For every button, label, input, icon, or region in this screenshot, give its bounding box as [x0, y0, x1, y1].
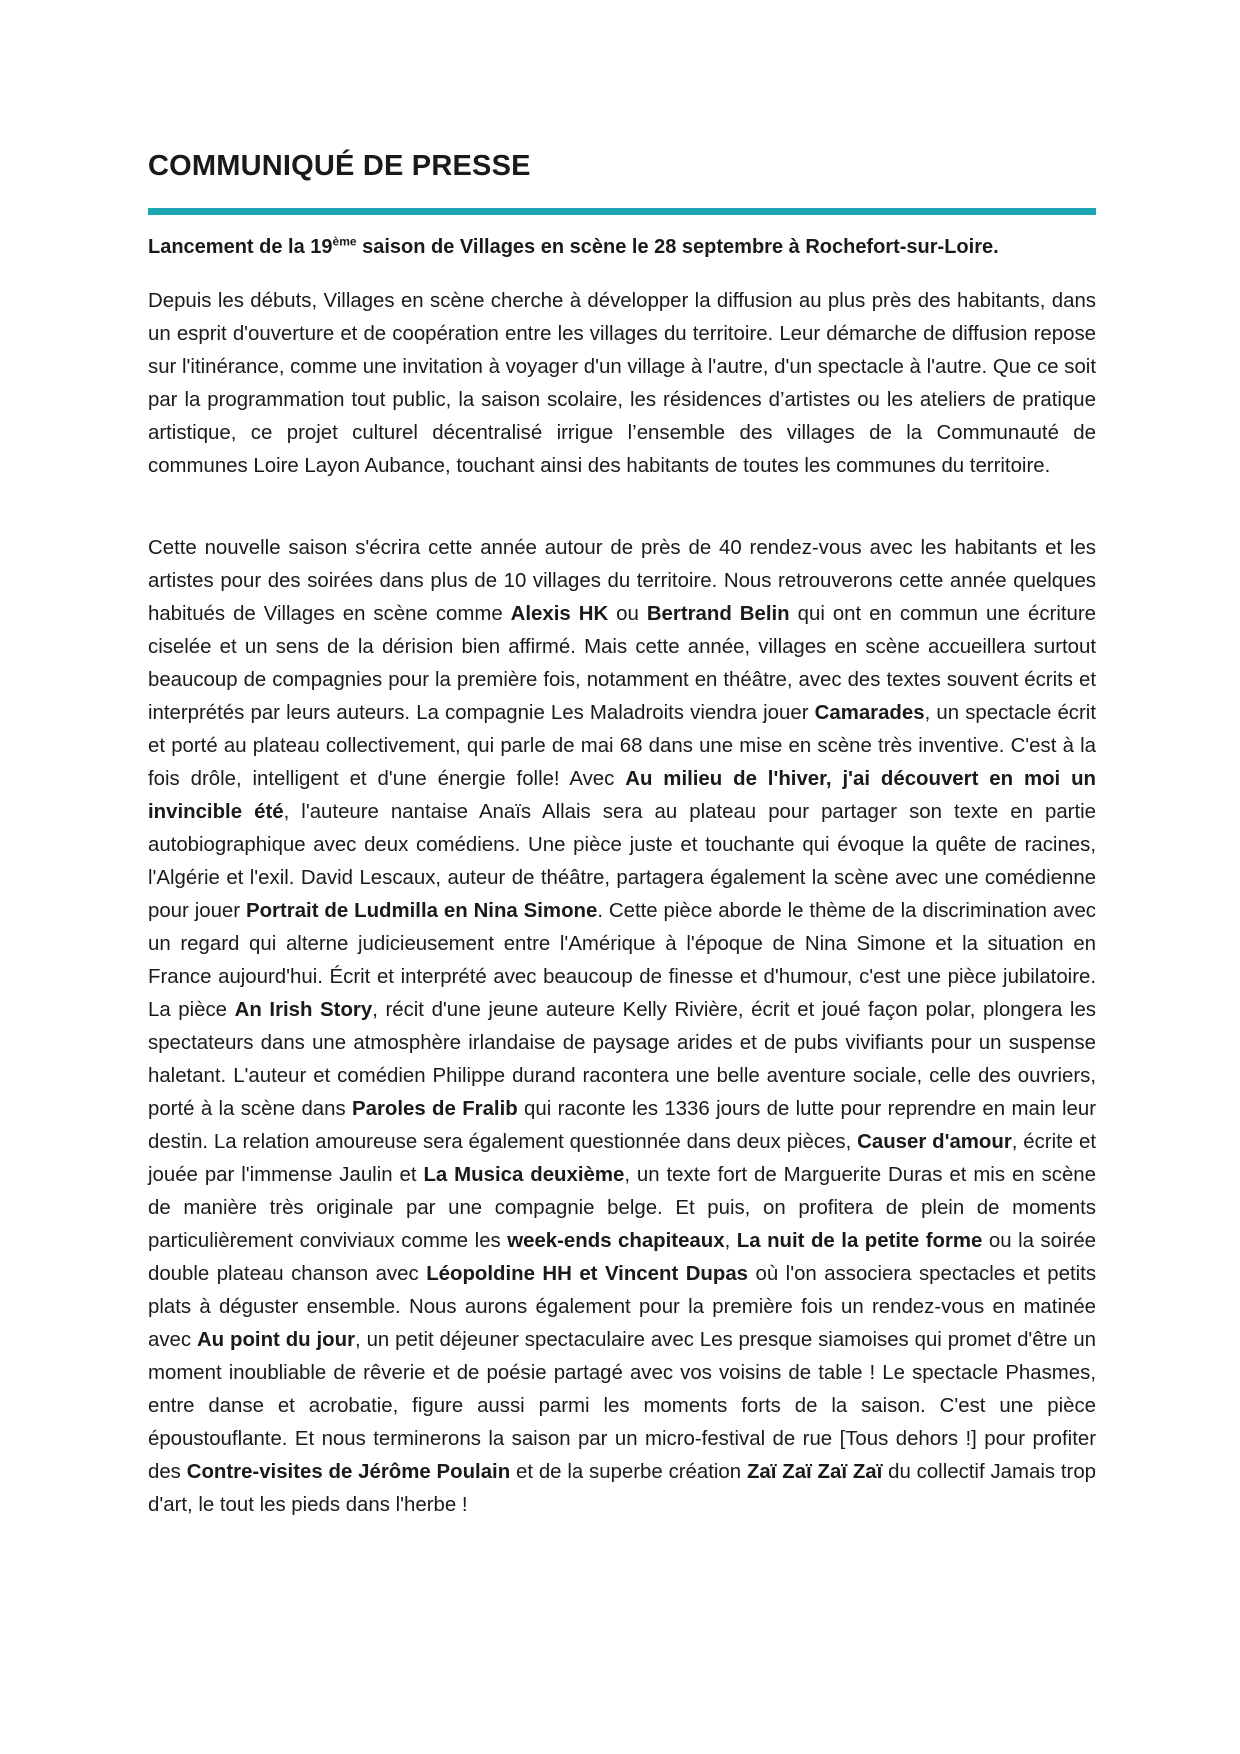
paragraph-text-segment: Cette nouvelle saison s'écrira cette année autour de près de 40 rendez-vous avec les habitants et les artistes pour des soirées dans plus de 10 villages du territoire. Nous retrouverons cette année quelques habitués de Villages en scène comme	[148, 537, 1096, 625]
paragraph-text-segment: ou	[608, 603, 647, 625]
headline-text-end: saison de Villages en scène le 28 septembre à Rochefort-sur-Loire.	[356, 236, 999, 258]
paragraph-text-segment: , un spectacle écrit et porté au plateau collectivement, qui parle de mai 68 dans une mise en scène très inventive. C'est à la fois drôle, intelligent et d'une énergie folle! Avec	[148, 702, 1096, 790]
highlighted-title: An Irish Story	[234, 999, 373, 1021]
paragraph-text-segment: du collectif Jamais trop d'art, le tout les pieds dans l'herbe !	[148, 1461, 1097, 1516]
highlighted-title: Camarades	[814, 702, 925, 724]
highlighted-title: Causer d'amour	[857, 1131, 1012, 1153]
paragraph-text-segment: . Cette pièce aborde le thème de la discrimination avec un regard qui alterne judicieusement entre l'Amérique à l'époque de Nina Simone et la situation en France aujourd'hui. Écrit et interprété avec beaucoup de finesse et d'humour, c'est une pièce jubilatoire. La pièce	[148, 900, 1096, 1021]
highlighted-title: Alexis HK	[510, 603, 609, 625]
paragraph-season-program	[148, 532, 1096, 1522]
paragraph-text-segment: , un petit déjeuner spectaculaire avec Les presque siamoises qui promet d'être un moment inoubliable de rêverie et de poésie partagé avec vos voisins de table ! Le spectacle Phasmes, entre danse et acrobatie, figure aussi parmi les moments forts de la saison. C'est une pièce époustouflante. Et nous terminerons la saison par un micro-festival de rue [Tous dehors !] pour profiter des	[148, 1329, 1096, 1483]
title-underline-rule	[148, 208, 1096, 215]
paragraph-text-segment: ,	[724, 1230, 737, 1252]
document-title: COMMUNIQUÉ DE PRESSE	[148, 150, 531, 182]
paragraph-text-segment: ou la soirée double plateau chanson avec	[148, 1230, 1097, 1285]
paragraph-text-segment: , écrite et jouée par l'immense Jaulin et	[148, 1131, 1096, 1186]
paragraph-text-segment: qui raconte les 1336 jours de lutte pour reprendre en main leur destin. La relation amoureuse sera également questionnée dans deux pièces,	[148, 1098, 1096, 1153]
highlighted-title: Paroles de Fralib	[352, 1098, 518, 1120]
paragraph-text-segment: , l'auteure nantaise Anaïs Allais sera au plateau pour partager son texte en partie autobiographique avec deux comédiens. Une pièce juste et touchante qui évoque la quête de racines, l'Algérie et l'exil. David Lescaux, auteur de théâtre, partagera également la scène avec une comédienne pour jouer	[148, 801, 1096, 922]
highlighted-title: La Musica deuxième	[423, 1164, 625, 1186]
paragraph-text-segment: où l'on associera spectacles et petits plats à déguster ensemble. Nous aurons également pour la première fois un rendez-vous en matinée avec	[148, 1263, 1097, 1351]
paragraph-text-segment: qui ont en commun une écriture ciselée et un sens de la dérision bien affirmé. Mais cette année, villages en scène accueillera surtout beaucoup de compagnies pour la première fois, notamment en théâtre, avec des textes souvent écrits et interprétés par leurs auteurs. La compagnie Les Maladroits viendra jouer	[148, 603, 1096, 724]
paragraph-text-segment: et de la superbe création	[510, 1461, 747, 1483]
paragraph-text-segment: , récit d'une jeune auteure Kelly Rivière, écrit et joué façon polar, plongera les spectateurs dans une atmosphère irlandaise de paysage arides et de pubs vivifiants pour un suspense haletant. L'auteur et comédien Philippe durand racontera une belle aventure sociale, celle des ouvriers, porté à la scène dans	[148, 999, 1096, 1120]
highlighted-title: Zaï Zaï Zaï Zaï	[746, 1461, 883, 1483]
highlighted-title: Bertrand Belin	[646, 603, 790, 625]
highlighted-title: Contre-visites de Jérôme Poulain	[186, 1461, 511, 1483]
highlighted-title: Au point du jour	[196, 1329, 356, 1351]
highlighted-title: Portrait de Ludmilla en Nina Simone	[245, 900, 598, 922]
paragraph-text-segment: , un texte fort de Marguerite Duras et mis en scène de manière très originale par une compagnie belge. Et puis, on profitera de plein de moments particulièrement conviviaux comme les	[148, 1164, 1096, 1252]
highlighted-title: Au milieu de l'hiver, j'ai découvert en moi un invincible été	[148, 768, 1096, 823]
headline-text-start: Lancement de la 19	[148, 236, 333, 258]
paragraph-intro: Depuis les débuts, Villages en scène cherche à développer la diffusion au plus près des habitants, dans un esprit d'ouverture et de coopération entre les villages du territoire. Leur démarche de diffusion repose sur l'itinérance, comme une invitation à voyager d'un village à l'autre, d'un spectacle à l'autre. Que ce soit par la programmation tout public, la saison scolaire, les résidences d’artistes ou les ateliers de pratique artistique, ce projet culturel décentralisé irrigue l’ensemble des villages de la Communauté de communes Loire Layon Aubance, touchant ainsi des habitants de toutes les communes du territoire.	[148, 290, 1096, 477]
highlighted-title: week-ends chapiteaux	[507, 1230, 725, 1252]
headline-superscript: ème	[332, 234, 357, 249]
highlighted-title: La nuit de la petite forme	[736, 1230, 983, 1252]
headline	[148, 236, 1096, 259]
highlighted-title: Léopoldine HH et Vincent Dupas	[426, 1263, 749, 1285]
